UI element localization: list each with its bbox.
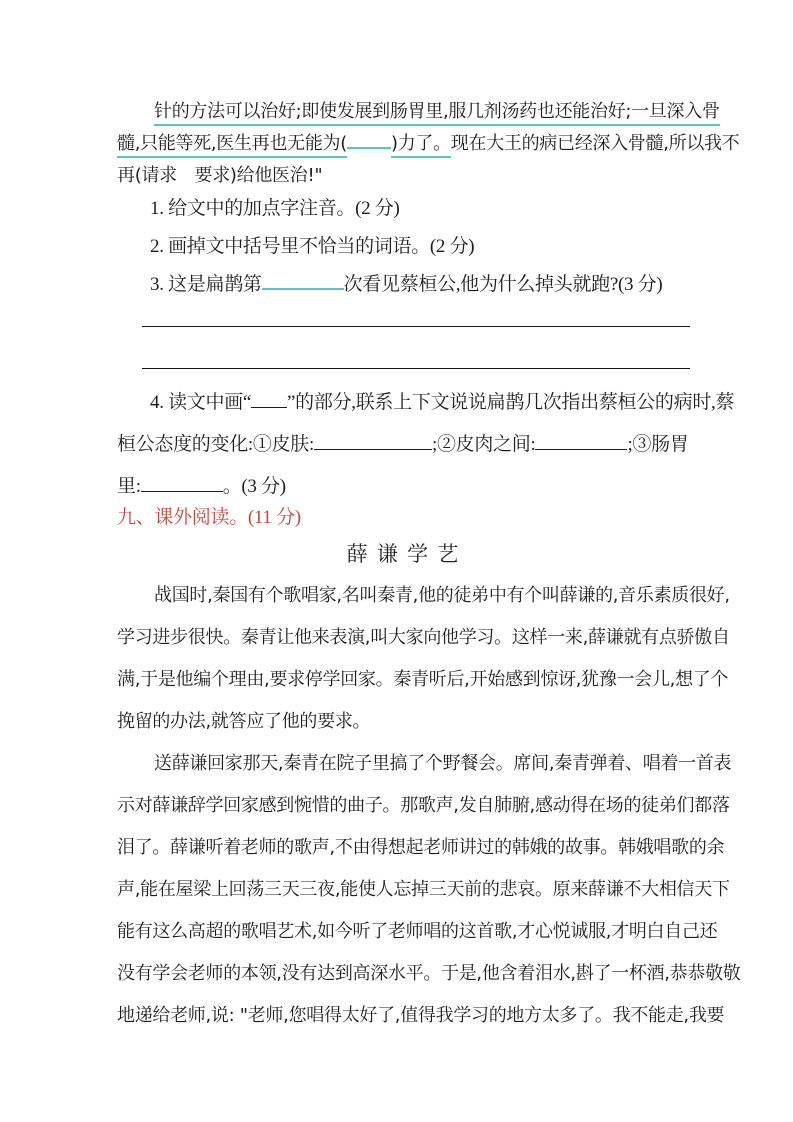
answer-blank [141, 475, 223, 492]
text-segment: 再(请求 要求)给他医治!" [117, 165, 323, 186]
text-segment: 4. 读文中画“ [150, 392, 252, 413]
text-segment: 泪了。薛谦听着老师的歌声,不由得想起老师讲过的韩娥的故事。韩娥唱歌的余 [117, 837, 725, 858]
question-line [150, 272, 662, 298]
story-line [117, 667, 728, 693]
text-segment: 能有这么高超的歌唱艺术,如今听了老师唱的这首歌,才心悦诚服,才明白自己还 [117, 921, 718, 942]
text-segment: ”的部分,联系上下文说说扁鹊几次指出蔡桓公的病时,蔡 [287, 392, 735, 413]
story-line [117, 1003, 724, 1029]
fill-in-gap [347, 145, 391, 149]
text-segment: 挽留的办法,就答应了他的要求。 [117, 711, 371, 732]
text-segment: ;②皮肉之间: [431, 434, 536, 455]
text-segment: 送薛谦回家那天,秦青在院子里搞了个野餐会。席间,秦青弹着、唱着一首表 [154, 753, 732, 774]
section-header [117, 505, 301, 531]
text-segment: 桓公态度的变化:①皮肤: [117, 434, 314, 455]
text-segment: 髓,只能等死,医生再也无能为( [117, 133, 347, 158]
question-line [150, 390, 734, 416]
text-segment: 2. 画掉文中括号里不恰当的词语。(2 分) [150, 236, 475, 257]
story-line [117, 835, 724, 861]
question-line [117, 474, 286, 500]
answer-blank [262, 272, 344, 290]
text-segment: 薛 谦 学 艺 [346, 542, 461, 566]
text-segment: 针的方法可以治好;即使发展到肠胃里,服几剂汤药也还能治好;一旦深入骨 [154, 101, 720, 126]
story-line [117, 961, 740, 987]
answer-line [142, 326, 690, 327]
text-segment: 示对薛谦辞学回家感到惋惜的曲子。那歌声,发自肺腑,感动得在场的徒弟们都落 [117, 795, 730, 816]
answer-blank [251, 391, 287, 408]
story-line [117, 625, 730, 651]
text-segment: 学习进步很快。秦青让他来表演,叫大家向他学习。这样一来,薛谦就有点骄傲自 [117, 627, 730, 648]
text-segment: 3. 这是扁鹊第 [150, 274, 262, 295]
answer-blank [314, 433, 432, 450]
story-line [117, 877, 730, 903]
passage-line [117, 131, 739, 157]
text-segment: 声,能在屋梁上回荡三天三夜,能使人忘掉三天前的悲哀。原来薛谦不大相信天下 [117, 879, 730, 900]
text-segment: 九、课外阅读。(11 分) [117, 507, 301, 528]
reading-title [117, 541, 690, 567]
text-segment: 没有学会老师的本领,没有达到高深水平。于是,他含着泪水,斟了一杯酒,恭恭敬敬 [117, 963, 741, 984]
text-segment: 满,于是他编个理由,要求停学回家。秦青听后,开始感到惊讶,犹豫一会儿,想了个 [117, 669, 729, 690]
text-segment: 1. 给文中的加点字注音。(2 分) [150, 198, 400, 219]
story-line [117, 709, 370, 735]
story-line [154, 583, 730, 609]
text-segment: )力了。 [391, 133, 451, 158]
question-line [117, 432, 689, 458]
text-segment: 战国时,秦国有个歌唱家,名叫秦青,他的徒弟中有个叫薛谦的,音乐素质很好, [154, 585, 730, 606]
question-line [150, 196, 400, 222]
text-segment: ;③肠胃 [627, 434, 689, 455]
text-segment: 。(3 分) [222, 476, 286, 497]
text-segment: 地递给老师,说: "老师,您唱得太好了,值得我学习的地方太多了。我不能走,我要 [117, 1005, 725, 1026]
answer-blank [535, 433, 627, 450]
passage-line [117, 163, 322, 189]
story-line [117, 919, 717, 945]
answer-line [142, 368, 690, 369]
text-segment: 现在大王的病已经深入骨髓,所以我不 [450, 133, 740, 154]
text-segment: 次看见蔡桓公,他为什么掉头就跑?(3 分) [343, 274, 663, 295]
text-segment: 里: [117, 476, 141, 497]
story-line [117, 793, 730, 819]
question-line [150, 234, 474, 260]
story-line [154, 751, 731, 777]
passage-line [154, 99, 720, 125]
